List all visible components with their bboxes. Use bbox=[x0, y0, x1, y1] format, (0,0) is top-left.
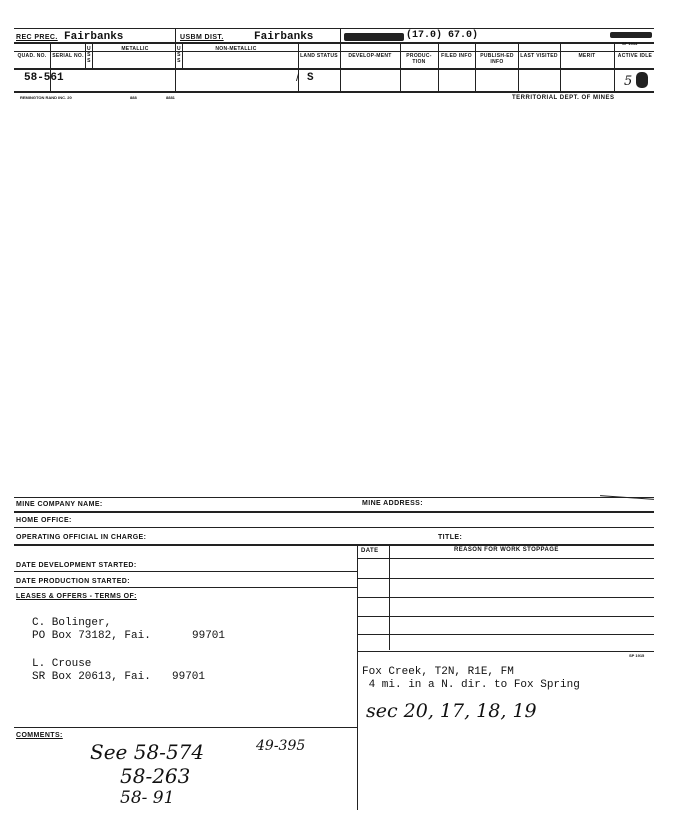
comment-line-1: See 58-574 bbox=[90, 740, 205, 764]
location-handwritten: sec 20, 17, 18, 19 bbox=[366, 700, 537, 722]
col-filed-info: FILED INFO bbox=[441, 53, 472, 59]
ink-smudge bbox=[344, 33, 404, 41]
col-active-idle: ACTIVE IDLE bbox=[617, 53, 653, 59]
mine-company-label: MINE COMPANY NAME: bbox=[16, 501, 103, 508]
col-published-info: PUBLISH-ED INFO bbox=[480, 53, 514, 65]
usbm-dist-value: Fairbanks bbox=[254, 31, 314, 43]
printer-mark: REMINGTON RAND INC. 20 bbox=[20, 95, 72, 100]
usbm-dist-label: USBM DIST. bbox=[180, 34, 224, 41]
partial-code: (17.0) 67.0) bbox=[406, 30, 479, 41]
operating-official-label: OPERATING OFFICIAL IN CHARGE: bbox=[16, 534, 147, 541]
col-production: PRODUC-TION bbox=[406, 53, 432, 65]
lease-name: L. Crouse bbox=[32, 658, 92, 670]
date-production-label: DATE PRODUCTION STARTED: bbox=[16, 578, 130, 585]
lease-zip: 99701 bbox=[192, 630, 226, 642]
mine-address-label: MINE ADDRESS: bbox=[362, 500, 423, 507]
lease-zip: 99701 bbox=[172, 671, 206, 683]
lease-address: PO Box 73182, Fai. bbox=[32, 630, 151, 642]
col-non-metallic: NON-METALLIC bbox=[215, 46, 257, 52]
col-metallic: METALLIC bbox=[121, 46, 149, 52]
land-status-tick: / bbox=[296, 72, 300, 84]
col-last-visited: LAST VISITED bbox=[520, 53, 558, 59]
land-status-value: S bbox=[307, 72, 314, 84]
col-quad-no: QUAD. NO. bbox=[17, 53, 47, 59]
location-block bbox=[362, 666, 580, 692]
rec-prec-value: Fairbanks bbox=[64, 31, 124, 43]
col-merit: MERIT bbox=[578, 53, 596, 59]
date-development-label: DATE DEVELOPMENT STARTED: bbox=[16, 562, 137, 569]
active-ink bbox=[636, 72, 648, 88]
leases-label: LEASES & OFFERS - TERMS OF: bbox=[16, 593, 137, 600]
comment-side: 49-395 bbox=[256, 738, 306, 754]
col-development: DEVELOP-MENT bbox=[348, 53, 392, 59]
ink-smudge-right bbox=[610, 32, 652, 38]
comments-label: COMMENTS: bbox=[16, 732, 63, 739]
stoppage-date-header: DATE bbox=[361, 548, 379, 554]
location-line-1: Fox Creek, T2N, R1E, FM bbox=[362, 666, 514, 678]
lease-address: SR Box 20613, Fai. bbox=[32, 671, 151, 683]
top-right-code: SP 1914 bbox=[622, 41, 638, 46]
lease-entry-1 bbox=[32, 617, 151, 643]
title-label: TITLE: bbox=[438, 534, 463, 541]
lease-name: C. Bolinger, bbox=[32, 617, 112, 629]
stoppage-reason-header: REASON FOR WORK STOPPAGE bbox=[454, 547, 559, 553]
col-land-status: LAND STATUS bbox=[300, 53, 338, 59]
code-b: 8881 bbox=[166, 95, 175, 100]
dept-label: TERRITORIAL DEPT. OF MINES bbox=[512, 95, 615, 101]
col-uss-metallic: U S S bbox=[87, 46, 91, 64]
col-serial-no: SERIAL NO. bbox=[52, 53, 84, 59]
comment-line-2: 58-263 bbox=[120, 764, 191, 788]
location-line-2: 4 mi. in a N. dir. to Fox Spring bbox=[362, 679, 580, 691]
col-uss-nonmetallic: U S S bbox=[177, 46, 181, 64]
serial-number: 58-561 bbox=[24, 72, 64, 84]
home-office-label: HOME OFFICE: bbox=[16, 517, 72, 524]
lease-entry-2 bbox=[32, 658, 151, 684]
rec-prec-label: REC PREC. bbox=[16, 34, 58, 41]
code-a: 888 bbox=[130, 95, 137, 100]
form-code: SP 1915 bbox=[629, 653, 645, 658]
active-mark: 5 bbox=[624, 74, 633, 89]
comment-line-3: 58- 91 bbox=[120, 788, 175, 808]
